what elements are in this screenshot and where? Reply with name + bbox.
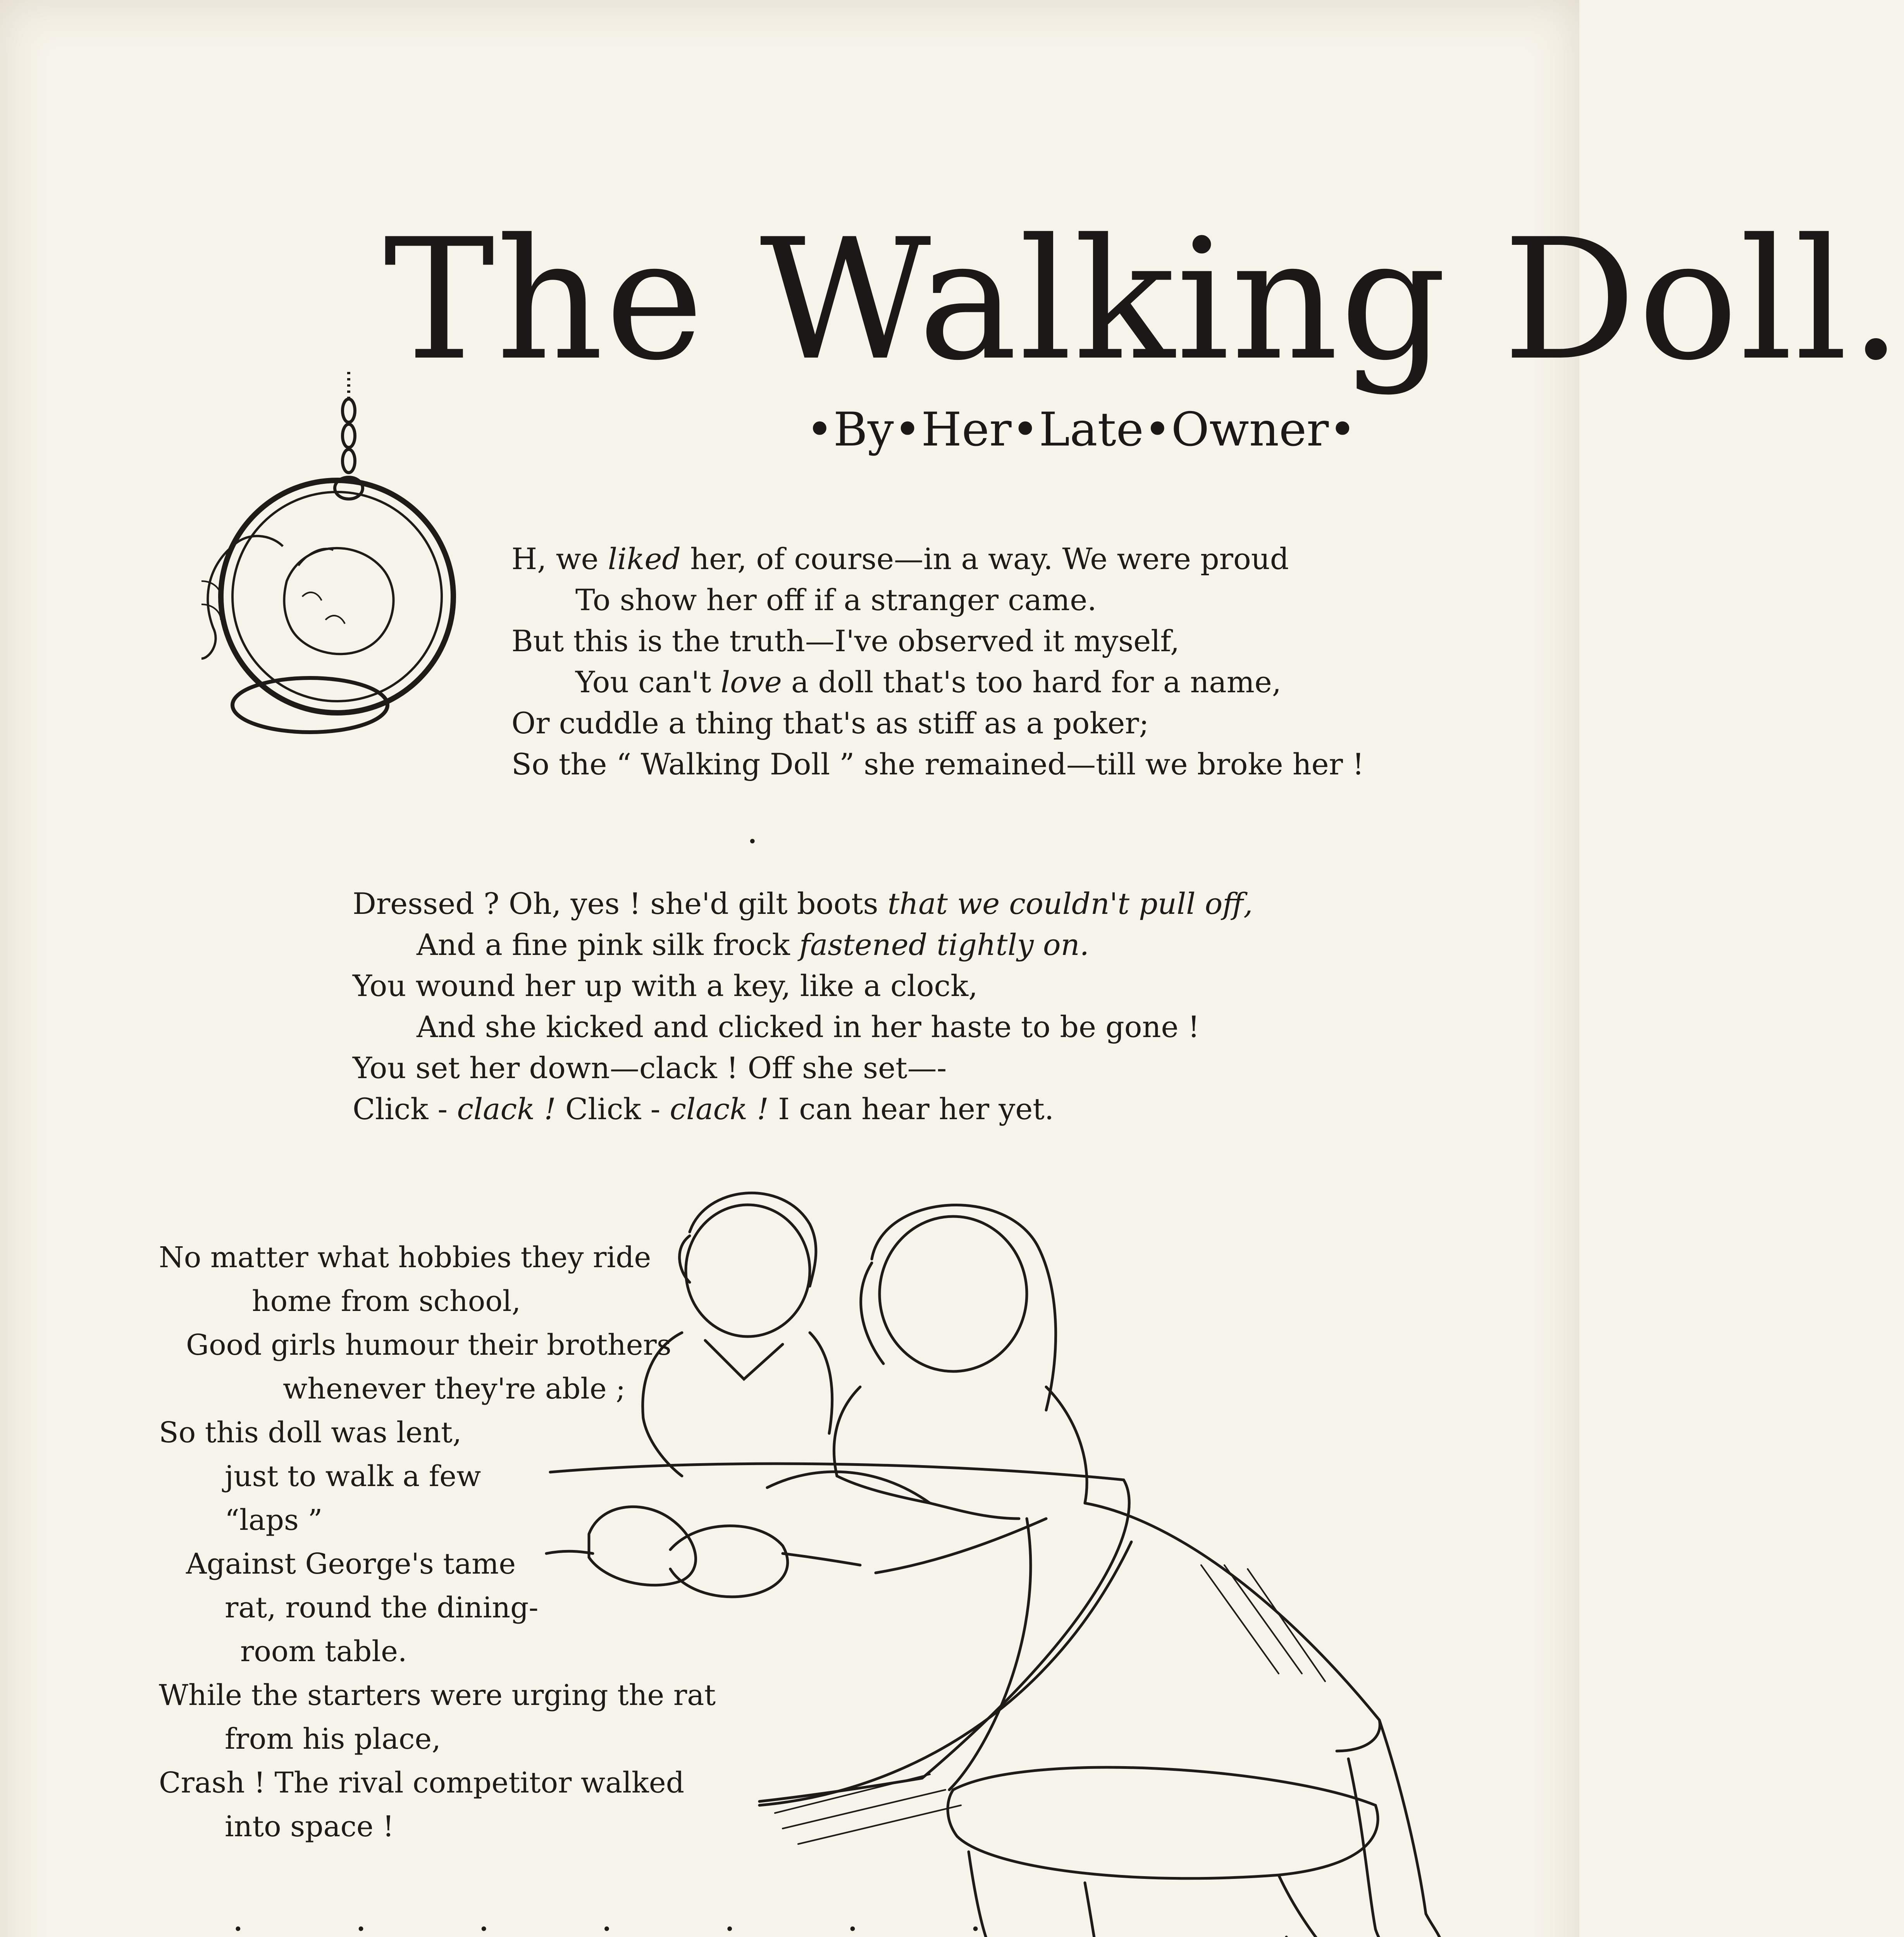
stanza-3-line-7: “laps ” [225, 1503, 323, 1537]
stanza-2-line-6-part-a: Click - [353, 1092, 457, 1126]
stanza-1-line-6: So the “ Walking Doll ” she remained—till we broke her ! [511, 747, 1364, 781]
stanza-3-line-9: rat, round the dining- [225, 1591, 539, 1624]
ellipsis-dots: . . . . . . . [232, 1898, 1031, 1937]
stanza-1-line-1-italic: liked [608, 542, 681, 576]
stanza-2-line-1 [353, 883, 1253, 924]
stanza-3-line-1: No matter what hobbies they ride [159, 1241, 651, 1274]
byline: •By•Her•Late•Owner• [806, 403, 1357, 457]
stanza-2 [353, 883, 1253, 1130]
stanza-3-line-2: home from school, [252, 1285, 521, 1318]
stanza-2-line-6-italic-1: clack ! [457, 1092, 556, 1126]
stanza-2-line-6-italic-2: clack ! [670, 1092, 769, 1126]
stanza-1 [511, 538, 1364, 785]
stanza-3-line-12: from his place, [225, 1722, 441, 1756]
stanza-3-line-14: into space ! [225, 1810, 394, 1843]
stanza-2-line-5: You set her down—clack ! Off she set—- [353, 1051, 947, 1085]
stanza-1-line-4-italic: love [720, 665, 782, 699]
girls-table-illustration [542, 1170, 1511, 1937]
stanza-1-line-4-part-a: You can't [575, 665, 721, 699]
stanza-1-line-1 [511, 538, 1364, 580]
stanza-3-line-5: So this doll was lent, [159, 1416, 462, 1449]
stanza-2-line-2-part-a: And a fine pink silk frock [417, 927, 799, 962]
stanza-2-line-6 [353, 1089, 1253, 1130]
hoop-illustration [186, 364, 488, 767]
stanza-2-line-2-italic: fastened tightly on. [799, 927, 1089, 962]
stanza-2-line-6-part-e: I can hear her yet. [768, 1092, 1054, 1126]
stanza-1-line-1-part-c: her, of course—in a way. We were proud [681, 542, 1289, 576]
stanza-3-line-13: Crash ! The rival competitor walked [159, 1766, 685, 1799]
stanza-3-line-3: Good girls humour their brothers [186, 1328, 671, 1362]
stanza-3-line-11: While the starters were urging the rat [159, 1679, 716, 1712]
stanza-2-line-4: And she kicked and clicked in her haste to be gone ! [417, 1010, 1200, 1044]
stanza-3-line-8: Against George's tame [186, 1547, 516, 1581]
separator-dot: • [748, 833, 757, 851]
stanza-1-line-4-part-c: a doll that's too hard for a name, [782, 665, 1281, 699]
stanza-2-line-1-italic: that we couldn't pull off, [887, 886, 1253, 921]
stanza-2-line-3: You wound her up with a key, like a clock, [353, 968, 978, 1003]
page-title: The Walking Doll. [384, 203, 1904, 397]
stanza-1-line-1-part-a: H, we [511, 542, 608, 576]
stanza-2-line-2 [353, 924, 1253, 965]
stanza-1-line-3: But this is the truth—I've observed it myself, [511, 624, 1180, 658]
stanza-2-line-1-part-a: Dressed ? Oh, yes ! she'd gilt boots [353, 886, 888, 921]
stanza-1-line-2: To show her off if a stranger came. [575, 583, 1097, 617]
stanza-3-line-10: room table. [240, 1635, 407, 1668]
stanza-2-line-6-part-c: Click - [556, 1092, 670, 1126]
stanza-3-line-6: just to walk a few [225, 1460, 481, 1493]
stanza-1-line-5: Or cuddle a thing that's as stiff as a poker; [511, 706, 1149, 740]
stanza-1-line-4 [511, 662, 1364, 703]
stanza-3-line-4: whenever they're able ; [283, 1372, 626, 1405]
